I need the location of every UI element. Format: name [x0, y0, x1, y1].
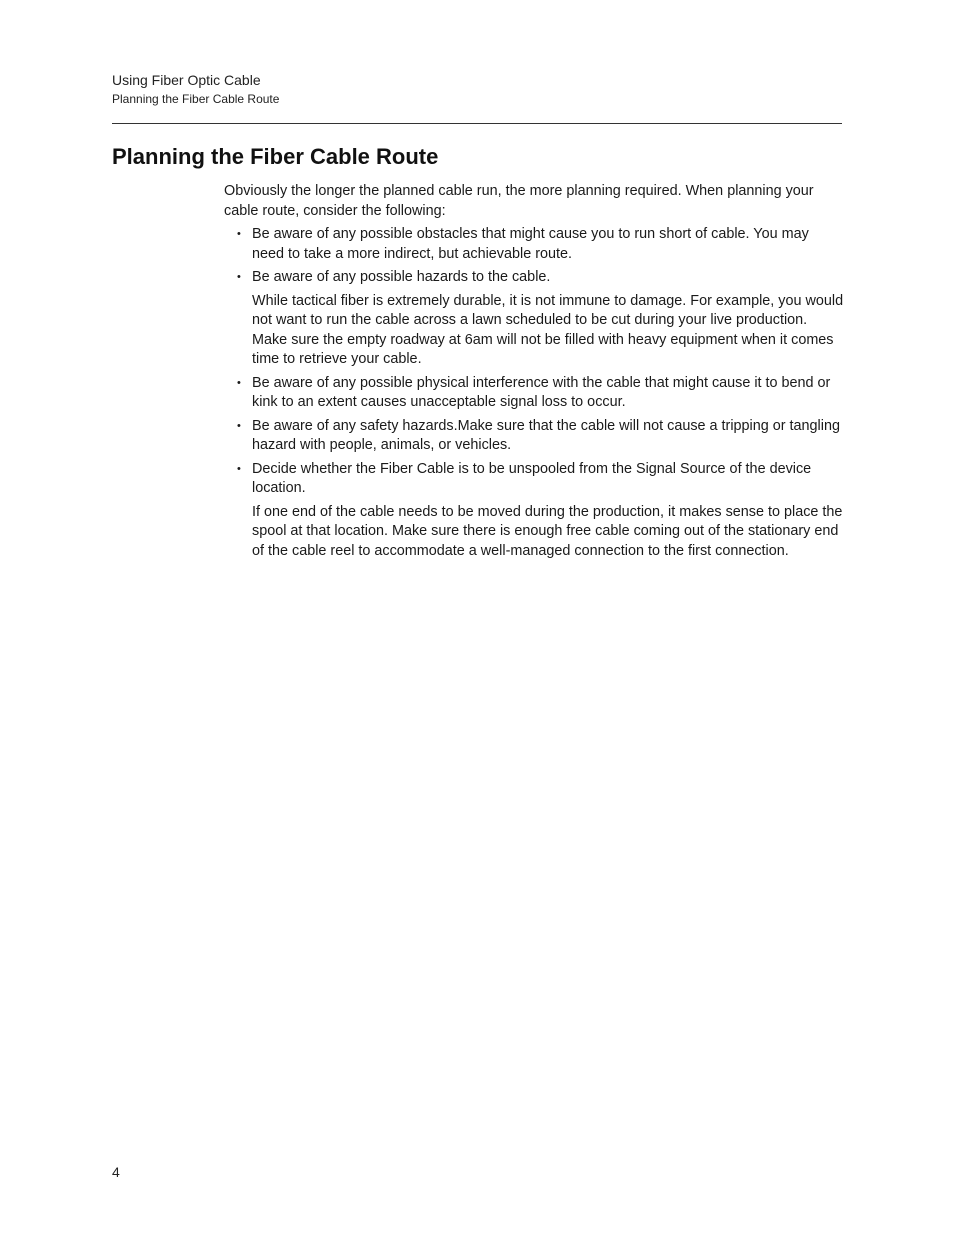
- header-divider: [112, 123, 842, 124]
- header-section-title: Planning the Fiber Cable Route: [112, 92, 280, 106]
- page-number: 4: [112, 1164, 120, 1180]
- bullet-icon: •: [237, 228, 241, 240]
- list-item: [224, 268, 844, 370]
- list-item: [224, 374, 844, 413]
- running-header: [112, 71, 279, 107]
- list-item-text: Be aware of any possible hazards to the cable.: [252, 269, 551, 285]
- list-item-text: Decide whether the Fiber Cable is to be unspooled from the Signal Source of the device location.: [252, 460, 812, 496]
- list-item: [224, 460, 844, 562]
- bullet-icon: •: [237, 462, 241, 475]
- page-title: Planning the Fiber Cable Route: [112, 144, 439, 169]
- list-item: [224, 225, 844, 264]
- list-item-note: If one end of the cable needs to be moved during the production, it makes sense to place the spool at that location. Make sure there is enough free cable coming out of the stationary end of the cable reel to accommodate a well-managed connection to the first connection.: [252, 503, 843, 559]
- list-item-text: Be aware of any possible physical interference with the cable that might cause it to bend or kink to an extent causes unacceptable signal loss to occur.: [252, 374, 831, 410]
- bullet-icon: •: [237, 271, 241, 283]
- header-chapter-title: Using Fiber Optic Cable: [112, 72, 261, 88]
- list-item-note: While tactical fiber is extremely durable, it is not immune to damage. For example, you would not want to run the cable across a lawn scheduled to be cut during your live production. Make sure the empty roadway at 6am will not be filled with heavy equipment when it comes time to retrieve your cable.: [252, 292, 844, 367]
- bullet-icon: •: [237, 419, 241, 432]
- bullet-icon: •: [237, 376, 241, 389]
- intro-paragraph: Obviously the longer the planned cable run, the more planning required. When planning your cable route, consider the following:: [224, 183, 814, 219]
- list-item-text: Be aware of any safety hazards.Make sure that the cable will not cause a tripping or tangling hazard with people, animals, or vehicles.: [252, 417, 840, 453]
- list-item-text: Be aware of any possible obstacles that might cause you to run short of cable. You may need to take a more indirect, but achievable route.: [252, 226, 809, 262]
- list-item: [224, 417, 844, 456]
- consideration-list: [224, 225, 844, 561]
- body-content: [224, 182, 844, 565]
